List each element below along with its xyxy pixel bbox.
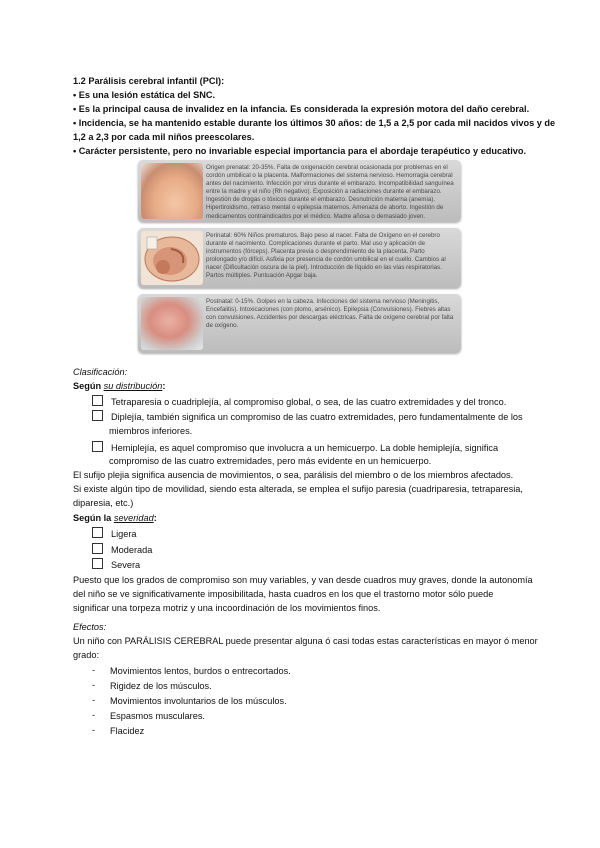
dash: - xyxy=(92,665,96,675)
postnatal-caption: Postnatal: 0-15%. Golpes en la cabeza. Infecciones del sistema nervioso (Meningitis, Encefalitis). Intoxicaciones (con plomo, arsénico). Epilepsia (Convulsiones). Fiebres altas con convulsiones. Accidentes por descargas eléctricas. Falta de oxígeno cerebral por falta de oxígeno. xyxy=(206,298,454,330)
severa-label: Severa xyxy=(111,560,141,570)
fetus-diagram xyxy=(141,231,203,285)
hemiplejia-label-cont: compromiso de las cuatro extremidades, pero más evidente en un hemicuerpo. xyxy=(109,456,432,466)
tetraparesia-label: Tetraparesia o cuadriplejía, al compromiso global, o sea, de las cuatro extremidades y del tronco. xyxy=(111,397,507,407)
efecto-involuntarios: Movimientos involuntarios de los músculos. xyxy=(110,696,287,706)
segun-suffix: : xyxy=(162,381,166,391)
figure-panel-prenatal xyxy=(138,160,461,222)
option-diplejia xyxy=(92,410,523,423)
prenatal-caption: Origen prenatal: 20-35%. Falta de oxigenación cerebral ocasionada por problemas en el cordón umbilical o la placenta. Malformaciones del sistema nervioso. Hemorragia cerebral antes del nacimiento. Infección por virus durante el embarazo. Incompatibilidad sanguínea entre la madre y el niño (Rh negativo). Exposición a radiaciones durante el embarazo. Ingestión de drogas o tóxicos durante el embarazo. Desnutrición materna (anemia). Hipertiroidismo, retraso mental o epilepsia maternos. Amenaza de aborto. Ingestión de medicamentos contraindicados por el médico. Madre añosa o demasiado joven. xyxy=(206,164,454,220)
grados-text-1: Puesto que los grados de compromiso son muy variables, y van desde cuadros muy graves, donde la autonomía xyxy=(73,575,533,585)
moderada-label: Moderada xyxy=(111,545,153,555)
bullet-lesion: • Es una lesión estática del SNC. xyxy=(73,90,216,100)
checkbox-severa[interactable] xyxy=(92,558,103,569)
efecto-rigidez: Rigidez de los músculos. xyxy=(110,681,212,691)
figure-panel-perinatal xyxy=(138,228,461,288)
option-severa xyxy=(92,558,140,571)
dash: - xyxy=(92,680,96,690)
option-ligera xyxy=(92,527,137,540)
dash: - xyxy=(92,725,96,735)
option-tetraparesia xyxy=(92,395,506,408)
efecto-espasmos: Espasmos musculares. xyxy=(110,711,205,721)
hemiplejia-label: Hemiplejía, es aquel compromiso que involucra a un hemicuerpo. La doble hemiplejía, significa xyxy=(111,443,499,453)
paresia-note: Si existe algún tipo de movilidad, siendo esta alterada, se emplea el sufijo paresia (cuadriparesia, tetraparesia, xyxy=(73,484,523,494)
checkbox-moderada[interactable] xyxy=(92,543,103,554)
diplejia-label: Diplejía, también significa un compromiso de las cuatro extremidades, pero fundamentalmente de los xyxy=(111,412,523,422)
dash: - xyxy=(92,695,96,705)
efecto-flacidez: Flacidez xyxy=(110,726,145,736)
paresia-note-cont: diparesia, etc.) xyxy=(73,498,134,508)
segun-distribucion xyxy=(73,380,165,392)
severidad-term: severidad xyxy=(113,513,154,523)
severidad-prefix: Según la xyxy=(73,513,114,523)
segun-severidad xyxy=(73,512,157,524)
clasificacion-heading: Clasificación: xyxy=(73,367,128,377)
bullet-incidencia-cont: 1,2 a 2,3 por cada mil niños preescolares. xyxy=(73,132,255,142)
grados-text-3: significar una torpeza motriz y una incoordinación de los movimientos finos. xyxy=(73,603,381,613)
distribucion-term: su distribución xyxy=(103,381,163,391)
checkbox-ligera[interactable] xyxy=(92,527,103,538)
pregnant-belly-photo xyxy=(141,163,203,219)
option-moderada xyxy=(92,543,152,556)
grados-text-2: del niño se ve significativamente imposibilitada, hasta cuadros en los que el trastorno motor sólo puede xyxy=(73,589,494,599)
dash: - xyxy=(92,710,96,720)
bullet-caracter: • Carácter persistente, pero no invariable especial importancia para el abordaje terapéutico y educativo. xyxy=(73,146,527,156)
efectos-intro: Un niño con PARÁLISIS CEREBRAL puede presentar alguna ó casi todas estas características en mayor ó menor xyxy=(73,636,538,646)
section-title: 1.2 Parálisis cerebral infantil (PCI): xyxy=(73,76,225,86)
bullet-invalidez: • Es la principal causa de invalidez en la infancia. Es considerada la expresión motora del daño cerebral. xyxy=(73,104,530,114)
ligera-label: Ligera xyxy=(111,529,137,539)
efectos-intro-cont: grado: xyxy=(73,650,100,660)
efecto-movimientos-lentos: Movimientos lentos, burdos o entrecortados. xyxy=(110,666,291,676)
option-hemiplejia xyxy=(92,441,498,454)
perinatal-caption: Perinatal: 60% Niños prematuros. Bajo peso al nacer. Falta de Oxígeno en el cerebro durante el nacimiento. Complicaciones durante el parto. Mal uso y aplicación de instrumentos (fórceps). Placenta previa o desprendimiento de la placenta. Parto prolongado y/o difícil. Asfixia por presencia de cordón umbilical en el cuello. Cambios al nacer (Dificultación oscura de la piel). Introducción de líquido en las vías respiratorias. Partos múltiples. Puntuación Apgar baja. xyxy=(206,232,446,280)
checkbox-diplejia[interactable] xyxy=(92,410,103,421)
checkbox-tetraparesia[interactable] xyxy=(92,395,103,406)
newborn-photo xyxy=(141,297,203,350)
checkbox-hemiplejia[interactable] xyxy=(92,441,103,452)
bullet-incidencia: • Incidencia, se ha mantenido estable durante los últimos 30 años: de 1,5 a 2,5 por cada mil nacidos vivos y de xyxy=(73,118,556,128)
efectos-heading: Efectos: xyxy=(73,622,107,632)
diplejia-label-cont: miembros inferiores. xyxy=(109,426,193,436)
severidad-suffix: : xyxy=(153,513,157,523)
figure-panel-postnatal xyxy=(138,294,461,353)
segun-prefix: Según xyxy=(73,381,104,391)
plejia-note: El sufijo plejia significa ausencia de movimientos, o sea, parálisis del miembro o de los miembros afectados. xyxy=(73,470,514,480)
